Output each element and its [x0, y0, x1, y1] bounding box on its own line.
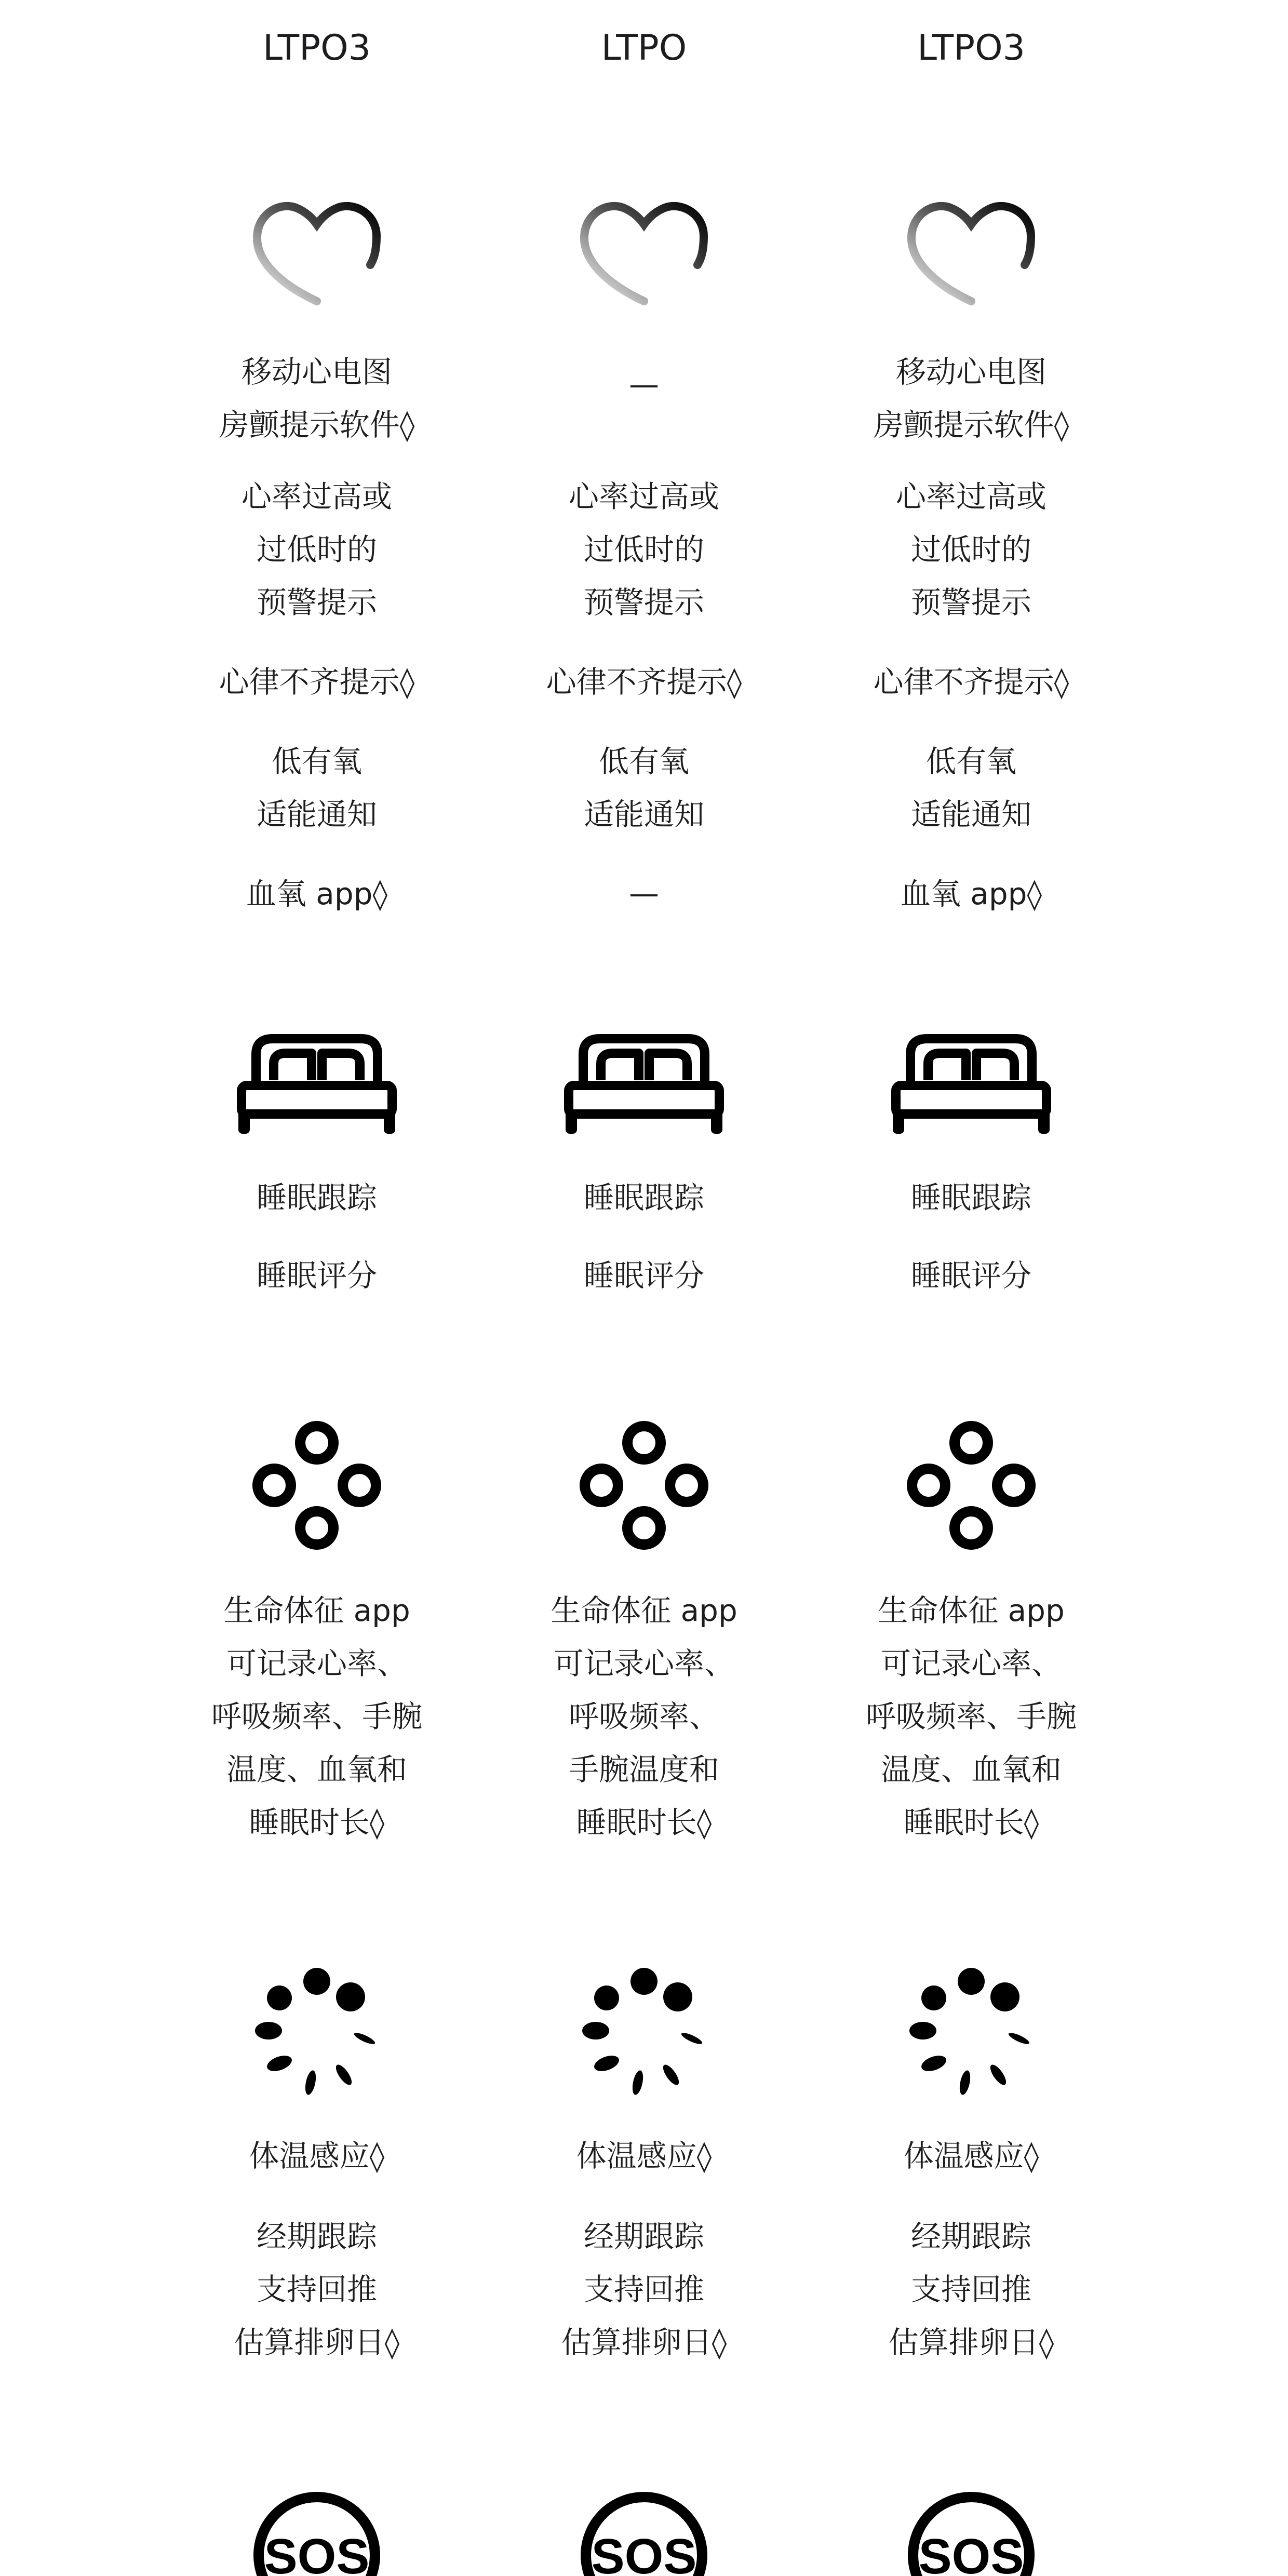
irregular-rhythm: 心律不齐提示◊	[546, 664, 742, 700]
temperature-sensing: 体温感应◊	[903, 2138, 1039, 2174]
sleep-score: 睡眠评分	[583, 1258, 704, 1293]
heart-rate-alerts: 心率过高或 过低时的 预警提示	[895, 479, 1046, 620]
cycle-tracking: 经期跟踪 支持回推 估算排卵日◊	[234, 2219, 400, 2360]
bed-icon	[156, 1034, 478, 1137]
sos-icon	[810, 2488, 1132, 2576]
heart-icon	[483, 192, 805, 312]
sos-icon	[156, 2488, 478, 2576]
irregular-rhythm: 心律不齐提示◊	[219, 664, 415, 700]
comparison-column-1	[156, 0, 478, 2576]
temperature-sensing: 体温感应◊	[249, 2138, 385, 2174]
blood-oxygen: —	[629, 876, 659, 911]
svg-text:SOS: SOS	[591, 2529, 697, 2576]
vitals-icon	[810, 1418, 1132, 1553]
heart-icon	[810, 192, 1132, 312]
ecg-feature: 移动心电图 房颤提示软件◊	[873, 354, 1069, 442]
temperature-sensing-icon	[156, 1966, 478, 2101]
low-cardio-fitness: 低有氧 适能通知	[910, 744, 1031, 832]
comparison-column-3	[810, 0, 1132, 2576]
comparison-column-2	[483, 0, 805, 2576]
sos-icon	[483, 2488, 805, 2576]
heart-icon	[156, 192, 478, 312]
sleep-score: 睡眠评分	[256, 1258, 377, 1293]
vitals-icon	[156, 1418, 478, 1553]
svg-text:SOS: SOS	[918, 2529, 1024, 2576]
temperature-sensing-icon	[810, 1966, 1132, 2101]
sleep-score: 睡眠评分	[910, 1258, 1031, 1293]
heart-rate-alerts: 心率过高或 过低时的 预警提示	[241, 479, 392, 620]
display-type: LTPO3	[263, 28, 371, 69]
display-type: LTPO3	[917, 28, 1025, 69]
cycle-tracking: 经期跟踪 支持回推 估算排卵日◊	[561, 2219, 727, 2360]
temperature-sensing: 体温感应◊	[576, 2138, 712, 2174]
vitals-app: 生命体征 app 可记录心率、 呼吸频率、手腕 温度、血氧和 睡眠时长◊	[865, 1593, 1077, 1840]
blood-oxygen: 血氧 app◊	[246, 876, 388, 911]
temperature-sensing-icon	[483, 1966, 805, 2101]
ecg-feature: 移动心电图 房颤提示软件◊	[219, 354, 415, 442]
low-cardio-fitness: 低有氧 适能通知	[583, 744, 704, 832]
bed-icon	[483, 1034, 805, 1137]
svg-text:SOS: SOS	[264, 2529, 370, 2576]
vitals-app: 生命体征 app 可记录心率、 呼吸频率、手腕 温度、血氧和 睡眠时长◊	[211, 1593, 422, 1840]
sleep-tracking: 睡眠跟踪	[256, 1180, 377, 1215]
sleep-tracking: 睡眠跟踪	[910, 1180, 1031, 1215]
vitals-icon	[483, 1418, 805, 1553]
bed-icon	[810, 1034, 1132, 1137]
blood-oxygen: 血氧 app◊	[900, 876, 1042, 911]
low-cardio-fitness: 低有氧 适能通知	[256, 744, 377, 832]
cycle-tracking: 经期跟踪 支持回推 估算排卵日◊	[888, 2219, 1054, 2360]
ecg-feature: —	[629, 367, 659, 402]
irregular-rhythm: 心律不齐提示◊	[873, 664, 1069, 700]
heart-rate-alerts: 心率过高或 过低时的 预警提示	[568, 479, 719, 620]
display-type: LTPO	[601, 28, 687, 69]
vitals-app: 生命体征 app 可记录心率、 呼吸频率、 手腕温度和 睡眠时长◊	[551, 1593, 737, 1840]
sleep-tracking: 睡眠跟踪	[583, 1180, 704, 1215]
